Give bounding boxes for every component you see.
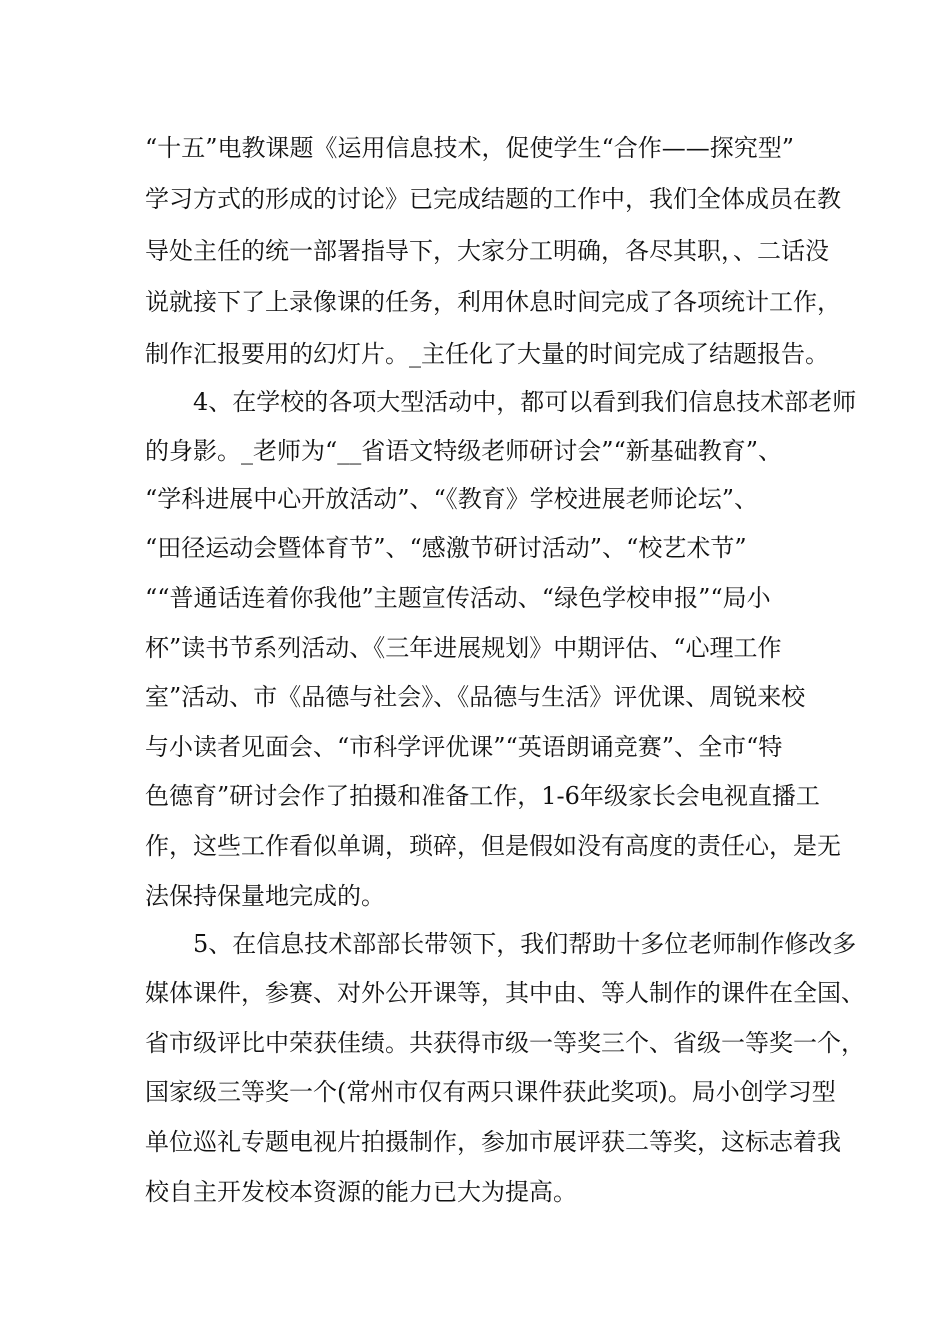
paragraph-2-line-1: 4、在学校的各项大型活动中，都可以看到我们信息技术部老师 [145, 388, 857, 416]
paragraph-1-line-5: 制作汇报要用的幻灯片。_主任化了大量的时间完成了结题报告。 [145, 340, 829, 368]
paragraph-1-line-1: “十五”电教课题《运用信息技术，促使学生“合作——探究型” [145, 134, 795, 162]
paragraph-3-line-6: 校自主开发校本资源的能力已大为提高。 [145, 1178, 577, 1206]
paragraph-3-line-4: 国家级三等奖一个(常州市仅有两只课件获此奖项)。局小创学习型 [145, 1078, 836, 1106]
paragraph-2-line-5: ““普通话连着你我他”主题宣传活动、“绿色学校申报”“局小 [145, 584, 771, 612]
paragraph-2-line-10: 作，这些工作看似单调，琐碎，但是假如没有高度的责任心，是无 [145, 832, 841, 860]
paragraph-2-line-6: 杯”读书节系列活动、《三年进展规划》中期评估、“心理工作 [145, 634, 782, 662]
paragraph-2-line-3: “学科进展中心开放活动”、“《教育》学校进展老师论坛”、 [145, 485, 759, 513]
paragraph-2-line-11: 法保持保量地完成的。 [145, 882, 385, 910]
paragraph-2-line-9: 色德育”研讨会作了拍摄和准备工作，1-6年级家长会电视直播工 [145, 782, 820, 810]
paragraph-2-line-4: “田径运动会暨体育节”、“感激节研讨活动”、“校艺术节” [145, 534, 747, 562]
paragraph-2-line-8: 与小读者见面会、“市科学评优课”“英语朗诵竞赛”、全市“特 [145, 733, 783, 761]
paragraph-2-line-7: 室”活动、市《品德与社会》、《品德与生活》评优课、周锐来校 [145, 683, 806, 711]
paragraph-1-line-3: 导处主任的统一部署指导下，大家分工明确，各尽其职，、二话没 [145, 237, 829, 265]
paragraph-3-line-2: 媒体课件，参赛、对外公开课等，其中由、等人制作的课件在全国、 [145, 979, 865, 1007]
paragraph-3-line-5: 单位巡礼专题电视片拍摄制作，参加市展评获二等奖，这标志着我 [145, 1128, 841, 1156]
paragraph-3-line-3: 省市级评比中荣获佳绩。共获得市级一等奖三个、省级一等奖一个， [145, 1029, 865, 1057]
paragraph-2-line-2: 的身影。_老师为“__省语文特级老师研讨会”“新基础教育”、 [145, 437, 783, 465]
paragraph-3-line-1: 5、在信息技术部部长带领下，我们帮助十多位老师制作修改多 [145, 930, 857, 958]
paragraph-1-line-4: 说就接下了上录像课的任务，利用休息时间完成了各项统计工作， [145, 288, 841, 316]
paragraph-1-line-2: 学习方式的形成的讨论》已完成结题的工作中，我们全体成员在教 [145, 185, 841, 213]
